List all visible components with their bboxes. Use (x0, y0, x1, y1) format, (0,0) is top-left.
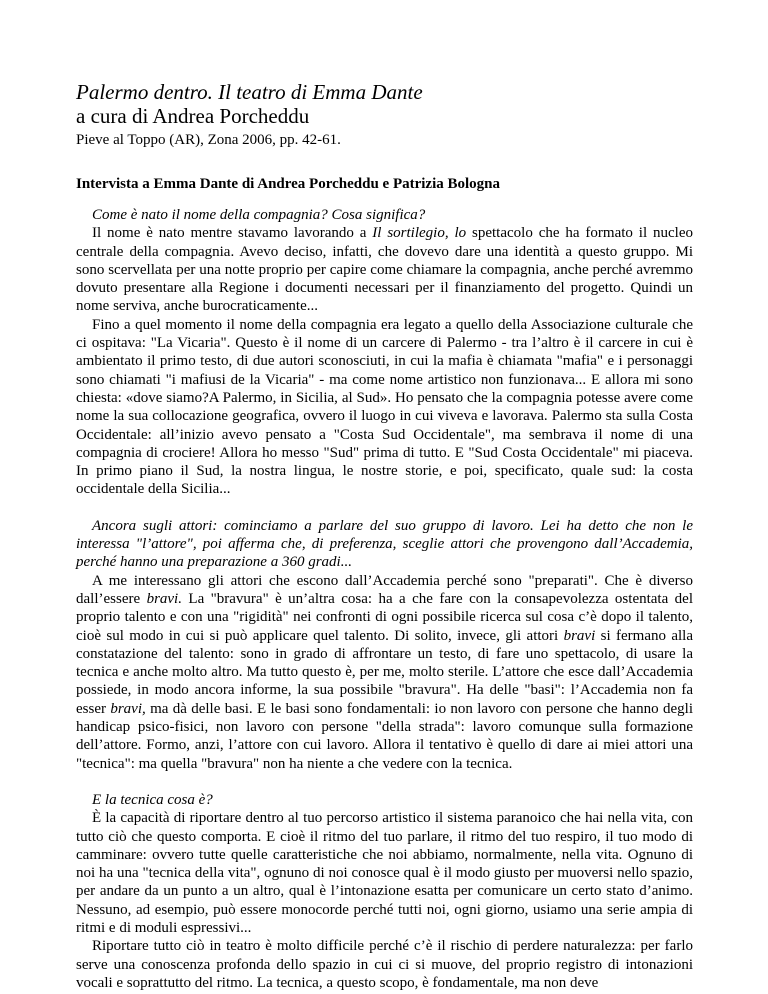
question-3: E la tecnica cosa è? (92, 791, 213, 808)
answer-3-paragraph-1: È la capacità di riportare dentro al tuo percorso artistico il sistema paranoico che hai nella vita, con tutto ciò che questo comporta. E cioè il ritmo del tuo parlare, il ritmo del tuo respiro, il tuo modo di camminare: ovvero tutte quelle caratteristiche che noi abbiamo, normalmente, nella vita. Ognuno di noi ha una "tecnica della vita", ognuno di noi conosce qual è il modo giusto per muoversi nello spazio, per andare da un punto a un altro, qual è l’intonazione esatta per comunicare un certo stato d’animo. Nessuno, ad esempio, può essere monocorde perché tutti noi, ogni giorno, usiamo una serie ampia di ritmi e di moduli espressivi... (76, 810, 693, 936)
question-1: Come è nato il nome della compagnia? Cosa significa? (92, 207, 426, 223)
answer-1-paragraph-1: Il nome è nato mentre stavamo lavorando a Il sortilegio, lo spettacolo che ha formato il nucleo centrale della compagnia. Avevo deciso, infatti, che dovevo dare una identità a questo gruppo. Mi sono scervellata per una notte proprio per capire come chiamare la compagnia, anche perché avremmo dovuto presentare alla Regione i documenti necessari per il finanziamento del progetto. Quindi un nome serviva, anche burocraticamente... (76, 225, 693, 315)
answer-2: A me interessano gli attori che escono dall’Accademia perché sono "preparati". Che è diverso dall’essere bravi. La "bravura" è un’altra cosa: ha a che fare con la consapevolezza ostentata del proprio talento e con una "rigidità" nei confronti di ogni possibile ricerca sul cosa c’è dopo il talento, cioè sul modo in cui si può applicare quel talento. Di solito, invece, gli attori bravi si fermano alla constatazione del talento: sono in grado di affrontare un testo, di fare uno spettacolo, di usare la tecnica e anche molto altro. Ma tutto questo è, per me, molto sterile. L’attore che esce dall’Accademia possiede, in modo ancora informe, la sua possibile "bravura". Ha delle "basi": l’Accademia non fa esser bravi, ma dà delle basi. E le basi sono fondamentali: io non lavoro con persone che hanno degli handicap psico-fisici, non lavoro con persone "della strada": lavoro comunque sulla formazione dell’attore. Formo, anzi, l’attore con cui lavoro. Allora il tentativo è quello di dare ai miei attori una "tecnica": ma quella "bravura" non ha niente a che vedere con la tecnica. (76, 572, 693, 772)
book-editor: a cura di Andrea Porcheddu (76, 104, 310, 128)
interview-body (76, 206, 693, 992)
answer-1-paragraph-2: Fino a quel momento il nome della compagnia era legato a quello della Associazione culturale che ci ospitava: "La Vicaria". Questo è il nome di un carcere di Palermo - tra l’altro è il carcere in cui è ambientato il primo testo, di due autori sconosciuti, in cui la mafia è chiamata "mafia" e i personaggi sono chiamati "i mafiusi de la Vicaria" - ma come nome artistico non funzionava... E allora mi sono chiesta: «dove siamo?A Palermo, in Sicilia, al Sud». Ho pensato che la compagnia potesse avere come nome la sua collocazione geografica, ovvero il luogo in cui viveva e lavorava. Palermo sta sulla Costa Occidentale: all’inizio avevo pensato a "Costa Sud Occidentale", ma sembrava il nome di una compagnia di crociere! Allora ho messo "Sud" prima di tutto. E "Sud Costa Occidentale" mi piaceva. In primo piano il Sud, la nostra lingua, le nostre storie, e poi, specificato, quale sud: la costa occidentale della Sicilia... (76, 316, 693, 498)
interview-title: Intervista a Emma Dante di Andrea Porcheddu e Patrizia Bologna (76, 176, 501, 192)
answer-3-paragraph-2: Riportare tutto ciò in teatro è molto difficile perché c’è il rischio di perdere naturalezza: per farlo serve una conoscenza profonda dello spazio in cui ci si muove, del proprio registro di intonazioni vocali e soprattutto del ritmo. La tecnica, a questo scopo, è fondamentale, ma non deve (76, 938, 693, 991)
publication-info: Pieve al Toppo (AR), Zona 2006, pp. 42-61. (76, 132, 341, 148)
book-title: Palermo dentro. Il teatro di Emma Dante (76, 80, 423, 104)
question-2: Ancora sugli attori: cominciamo a parlare del suo gruppo di lavoro. Lei ha detto che non le interessa "l’attore", poi afferma che, di preferenza, sceglie attori che provengono dall’Accademia, perché hanno una preparazione a 360 gradi... (76, 517, 693, 571)
book-header (76, 80, 696, 150)
